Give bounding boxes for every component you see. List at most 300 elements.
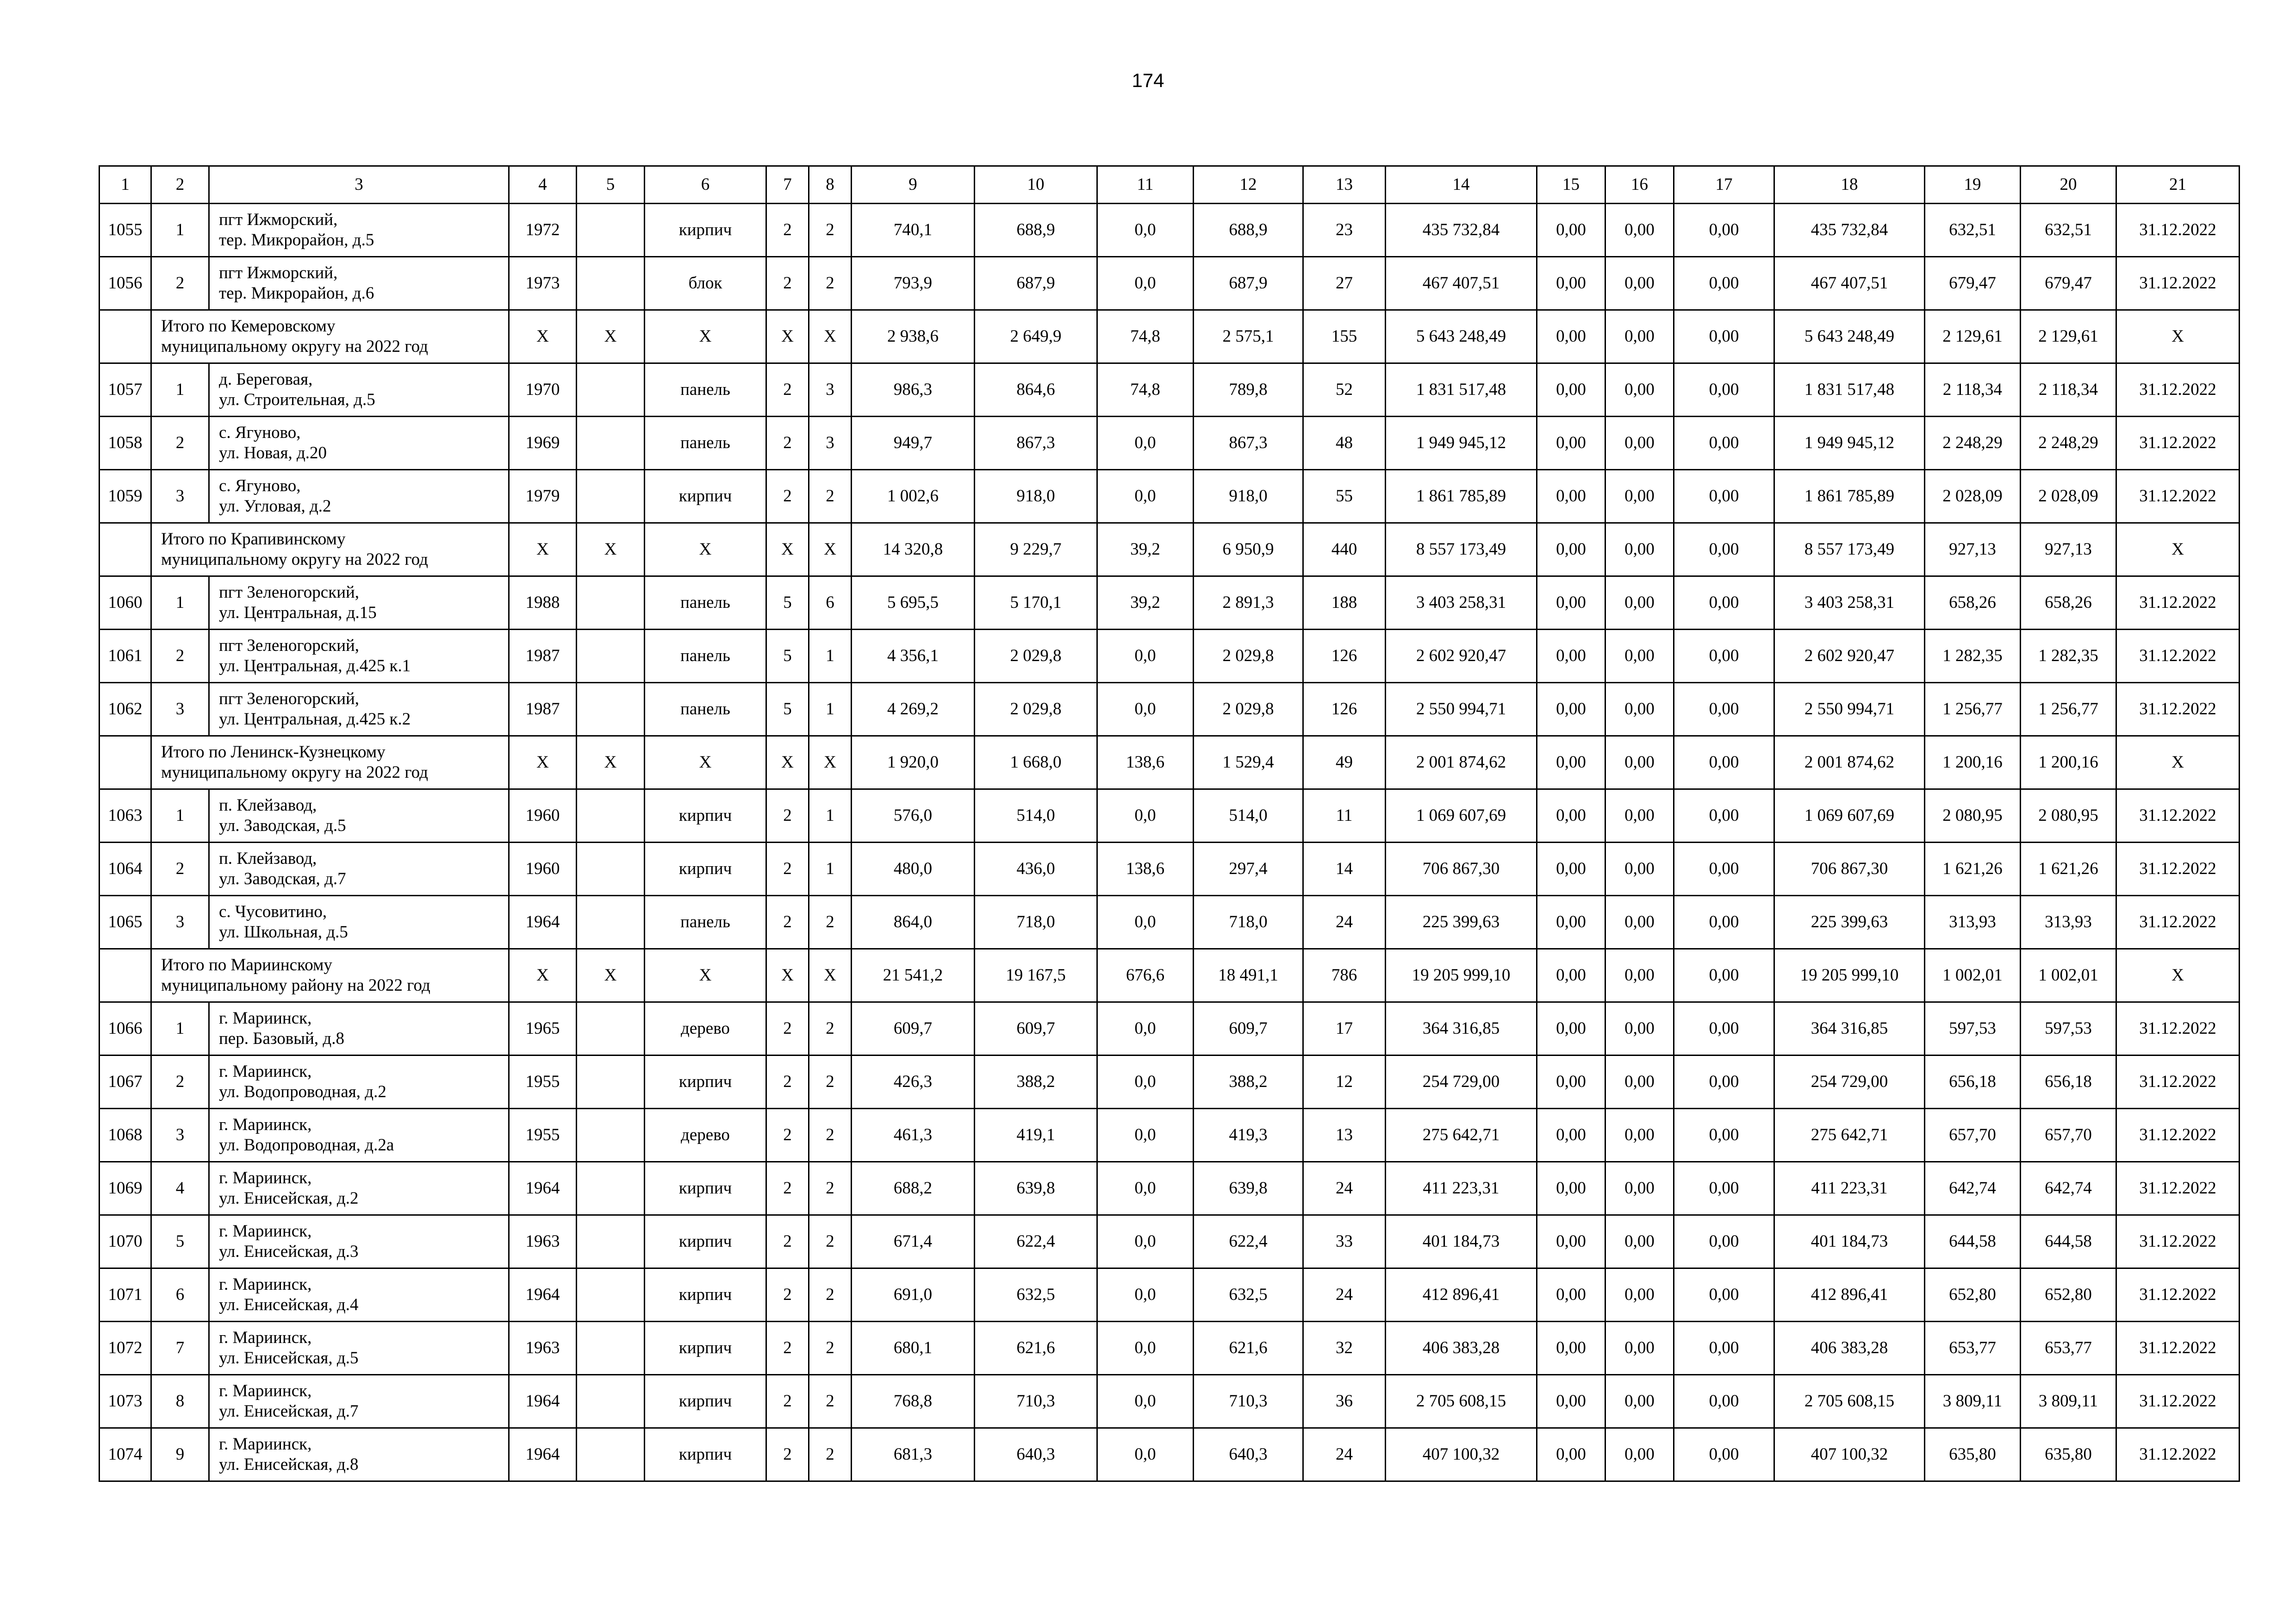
column-header-12: 12 [1194, 166, 1303, 204]
cell-year: 1970 [509, 363, 577, 417]
cell-c16: 0,00 [1605, 736, 1674, 789]
address-cell [209, 630, 509, 683]
cell-c7: X [766, 736, 809, 789]
cell-c18: 401 184,73 [1774, 1215, 1925, 1268]
row-number-cell: 1072 [100, 1322, 151, 1375]
cell-c9: 14 320,8 [852, 523, 975, 576]
total-label-line: Итого по Кемеровскому [161, 317, 336, 336]
cell-c12: 789,8 [1194, 363, 1303, 417]
cell-c11: 0,0 [1097, 204, 1194, 257]
cell-c18: 275 642,71 [1774, 1109, 1925, 1162]
row-number-cell: 1064 [100, 843, 151, 896]
cell-c10: 864,6 [975, 363, 1097, 417]
cell-c17: 0,00 [1674, 1322, 1774, 1375]
cell-c9: 576,0 [852, 789, 975, 843]
cell-c19: 1 282,35 [1925, 630, 2021, 683]
row-index-cell: 9 [151, 1428, 209, 1481]
cell-c7: 2 [766, 1268, 809, 1322]
address-line: ул. Центральная, д.425 к.2 [219, 710, 411, 729]
row-number-cell: 1059 [100, 470, 151, 523]
cell-mat: панель [645, 896, 766, 949]
cell-c19: 2 118,34 [1925, 363, 2021, 417]
cell-c20: 642,74 [2021, 1162, 2116, 1215]
cell-c12: 687,9 [1194, 257, 1303, 310]
cell-mat: X [645, 736, 766, 789]
cell-c20: 1 200,16 [2021, 736, 2116, 789]
cell-c10: 2 649,9 [975, 310, 1097, 363]
table-row [100, 1002, 2240, 1056]
cell-c11: 0,0 [1097, 896, 1194, 949]
cell-c20: 2 028,09 [2021, 470, 2116, 523]
total-label-line: муниципальному округу на 2022 год [161, 763, 428, 782]
address-line: ул. Новая, д.20 [219, 443, 327, 462]
empty-cell [100, 523, 151, 576]
cell-c17: 0,00 [1674, 1428, 1774, 1481]
cell-c14: 5 643 248,49 [1386, 310, 1537, 363]
row-index-cell: 1 [151, 789, 209, 843]
row-index-cell: 1 [151, 576, 209, 630]
cell-c10: 514,0 [975, 789, 1097, 843]
cell-c17: 0,00 [1674, 1215, 1774, 1268]
cell-c15: 0,00 [1537, 1162, 1605, 1215]
row-index-cell: 5 [151, 1215, 209, 1268]
cell-c19: 1 621,26 [1925, 843, 2021, 896]
cell-c8: 2 [809, 1428, 852, 1481]
cell-c15: 0,00 [1537, 310, 1605, 363]
cell-mat: кирпич [645, 789, 766, 843]
table-row [100, 630, 2240, 683]
cell-c14: 1 069 607,69 [1386, 789, 1537, 843]
cell-mat: панель [645, 683, 766, 736]
cell-c18: 254 729,00 [1774, 1056, 1925, 1109]
cell-year: 1965 [509, 1002, 577, 1056]
cell-mat: X [645, 310, 766, 363]
cell-c15: 0,00 [1537, 1375, 1605, 1428]
table-row [100, 843, 2240, 896]
cell-c10: 639,8 [975, 1162, 1097, 1215]
cell-c16: 0,00 [1605, 789, 1674, 843]
cell-c17: 0,00 [1674, 1375, 1774, 1428]
cell-c8: 3 [809, 417, 852, 470]
cell-c21: 31.12.2022 [2116, 363, 2240, 417]
cell-c20: 679,47 [2021, 257, 2116, 310]
cell-c7: 2 [766, 470, 809, 523]
cell-c8: X [809, 736, 852, 789]
cell-c17: 0,00 [1674, 470, 1774, 523]
cell-c5 [577, 417, 645, 470]
address-line: ул. Заводская, д.7 [219, 869, 346, 888]
cell-c18: 1 861 785,89 [1774, 470, 1925, 523]
cell-c11: 0,0 [1097, 1428, 1194, 1481]
cell-c15: 0,00 [1537, 1322, 1605, 1375]
address-line: ул. Водопроводная, д.2а [219, 1136, 394, 1155]
cell-year: X [509, 310, 577, 363]
cell-c9: 4 269,2 [852, 683, 975, 736]
cell-c15: 0,00 [1537, 1109, 1605, 1162]
cell-c11: 138,6 [1097, 843, 1194, 896]
address-line: ул. Енисейская, д.5 [219, 1349, 359, 1368]
cell-c16: 0,00 [1605, 576, 1674, 630]
cell-c12: 688,9 [1194, 204, 1303, 257]
cell-c20: 632,51 [2021, 204, 2116, 257]
cell-c18: 364 316,85 [1774, 1002, 1925, 1056]
cell-year: X [509, 523, 577, 576]
cell-c10: 9 229,7 [975, 523, 1097, 576]
address-line: пгт Зеленогорский, [219, 689, 360, 708]
address-line: ул. Енисейская, д.2 [219, 1189, 359, 1208]
cell-c10: 640,3 [975, 1428, 1097, 1481]
cell-c12: 18 491,1 [1194, 949, 1303, 1002]
cell-c18: 406 383,28 [1774, 1322, 1925, 1375]
cell-c13: 36 [1303, 1375, 1386, 1428]
cell-c19: 656,18 [1925, 1056, 2021, 1109]
table-row [100, 1268, 2240, 1322]
cell-c8: 2 [809, 257, 852, 310]
address-line: тер. Микрорайон, д.5 [219, 231, 374, 250]
cell-c5 [577, 257, 645, 310]
cell-c17: 0,00 [1674, 417, 1774, 470]
address-line: с. Ягуново, [219, 423, 301, 442]
cell-c20: 2 118,34 [2021, 363, 2116, 417]
cell-c5: X [577, 949, 645, 1002]
cell-c8: 3 [809, 363, 852, 417]
cell-c16: 0,00 [1605, 1428, 1674, 1481]
cell-c18: 412 896,41 [1774, 1268, 1925, 1322]
cell-c16: 0,00 [1605, 204, 1674, 257]
cell-c13: 23 [1303, 204, 1386, 257]
cell-c10: 2 029,8 [975, 683, 1097, 736]
address-line: пгт Ижморский, [219, 210, 338, 229]
row-index-cell: 1 [151, 363, 209, 417]
cell-c11: 0,0 [1097, 1268, 1194, 1322]
cell-c19: 642,74 [1925, 1162, 2021, 1215]
cell-c7: 2 [766, 1002, 809, 1056]
table-row [100, 257, 2240, 310]
cell-c12: 2 891,3 [1194, 576, 1303, 630]
cell-c13: 27 [1303, 257, 1386, 310]
cell-c21: 31.12.2022 [2116, 417, 2240, 470]
cell-c14: 8 557 173,49 [1386, 523, 1537, 576]
cell-c9: 680,1 [852, 1322, 975, 1375]
cell-c15: 0,00 [1537, 363, 1605, 417]
row-index-cell: 2 [151, 1056, 209, 1109]
cell-year: 1960 [509, 843, 577, 896]
row-index-cell: 3 [151, 470, 209, 523]
cell-c7: X [766, 523, 809, 576]
cell-c19: 2 080,95 [1925, 789, 2021, 843]
address-line: ул. Центральная, д.425 к.1 [219, 656, 411, 675]
column-header-19: 19 [1925, 166, 2021, 204]
cell-c11: 0,0 [1097, 683, 1194, 736]
address-line: с. Чусовитино, [219, 902, 327, 921]
cell-c17: 0,00 [1674, 1056, 1774, 1109]
cell-mat: панель [645, 576, 766, 630]
total-row [100, 523, 2240, 576]
cell-c19: 1 200,16 [1925, 736, 2021, 789]
cell-c20: 1 256,77 [2021, 683, 2116, 736]
row-index-cell: 3 [151, 896, 209, 949]
empty-cell [100, 736, 151, 789]
cell-c7: 2 [766, 1428, 809, 1481]
cell-c5 [577, 470, 645, 523]
cell-c21: 31.12.2022 [2116, 1109, 2240, 1162]
cell-c14: 435 732,84 [1386, 204, 1537, 257]
cell-year: 1979 [509, 470, 577, 523]
address-cell [209, 1109, 509, 1162]
cell-c9: 461,3 [852, 1109, 975, 1162]
cell-c9: 986,3 [852, 363, 975, 417]
cell-c15: 0,00 [1537, 1002, 1605, 1056]
cell-c7: X [766, 949, 809, 1002]
cell-c14: 407 100,32 [1386, 1428, 1537, 1481]
cell-c20: 1 002,01 [2021, 949, 2116, 1002]
cell-c19: 658,26 [1925, 576, 2021, 630]
address-cell [209, 843, 509, 896]
cell-c15: 0,00 [1537, 523, 1605, 576]
address-cell [209, 789, 509, 843]
cell-c18: 2 602 920,47 [1774, 630, 1925, 683]
cell-c13: 786 [1303, 949, 1386, 1002]
cell-c16: 0,00 [1605, 896, 1674, 949]
row-number-cell: 1069 [100, 1162, 151, 1215]
cell-c9: 5 695,5 [852, 576, 975, 630]
address-line: г. Мариинск, [219, 1062, 312, 1081]
cell-c13: 48 [1303, 417, 1386, 470]
cell-c16: 0,00 [1605, 1109, 1674, 1162]
header-row [100, 166, 2240, 204]
cell-c9: 691,0 [852, 1268, 975, 1322]
cell-c19: 652,80 [1925, 1268, 2021, 1322]
cell-c8: X [809, 523, 852, 576]
cell-c7: 2 [766, 1322, 809, 1375]
cell-c20: 1 621,26 [2021, 843, 2116, 896]
column-header-11: 11 [1097, 166, 1194, 204]
cell-c5: X [577, 736, 645, 789]
cell-c14: 364 316,85 [1386, 1002, 1537, 1056]
cell-c10: 867,3 [975, 417, 1097, 470]
cell-c14: 706 867,30 [1386, 843, 1537, 896]
cell-c11: 676,6 [1097, 949, 1194, 1002]
cell-c18: 467 407,51 [1774, 257, 1925, 310]
cell-c16: 0,00 [1605, 1215, 1674, 1268]
cell-c11: 74,8 [1097, 310, 1194, 363]
cell-c11: 0,0 [1097, 257, 1194, 310]
cell-c9: 4 356,1 [852, 630, 975, 683]
cell-c12: 2 029,8 [1194, 630, 1303, 683]
row-number-cell: 1062 [100, 683, 151, 736]
cell-c17: 0,00 [1674, 1162, 1774, 1215]
cell-c11: 0,0 [1097, 630, 1194, 683]
row-number-cell: 1063 [100, 789, 151, 843]
table-row [100, 1322, 2240, 1375]
row-number-cell: 1066 [100, 1002, 151, 1056]
cell-c21: 31.12.2022 [2116, 1215, 2240, 1268]
cell-c14: 412 896,41 [1386, 1268, 1537, 1322]
cell-c8: 2 [809, 1002, 852, 1056]
table-row [100, 1428, 2240, 1481]
address-cell [209, 1056, 509, 1109]
address-cell [209, 1215, 509, 1268]
cell-c21: 31.12.2022 [2116, 843, 2240, 896]
cell-c7: 2 [766, 1109, 809, 1162]
total-label-cell [151, 736, 509, 789]
row-index-cell: 2 [151, 630, 209, 683]
cell-c15: 0,00 [1537, 683, 1605, 736]
cell-c16: 0,00 [1605, 363, 1674, 417]
cell-c20: 635,80 [2021, 1428, 2116, 1481]
cell-c11: 138,6 [1097, 736, 1194, 789]
cell-mat: X [645, 949, 766, 1002]
cell-c8: 2 [809, 1375, 852, 1428]
address-line: ул. Водопроводная, д.2 [219, 1082, 386, 1101]
cell-c11: 0,0 [1097, 417, 1194, 470]
address-line: г. Мариинск, [219, 1275, 312, 1294]
cell-year: 1987 [509, 630, 577, 683]
cell-c9: 688,2 [852, 1162, 975, 1215]
cell-c7: 2 [766, 1056, 809, 1109]
cell-c20: 657,70 [2021, 1109, 2116, 1162]
cell-year: 1973 [509, 257, 577, 310]
cell-c18: 8 557 173,49 [1774, 523, 1925, 576]
address-cell [209, 1375, 509, 1428]
cell-c10: 5 170,1 [975, 576, 1097, 630]
table-row [100, 896, 2240, 949]
cell-c9: 480,0 [852, 843, 975, 896]
cell-c14: 1 831 517,48 [1386, 363, 1537, 417]
cell-c8: 6 [809, 576, 852, 630]
cell-c9: 609,7 [852, 1002, 975, 1056]
cell-year: 1964 [509, 896, 577, 949]
cell-c18: 5 643 248,49 [1774, 310, 1925, 363]
cell-c17: 0,00 [1674, 789, 1774, 843]
cell-year: 1964 [509, 1162, 577, 1215]
cell-c21: 31.12.2022 [2116, 789, 2240, 843]
total-label-line: муниципальному району на 2022 год [161, 976, 430, 995]
cell-year: 1955 [509, 1109, 577, 1162]
cell-mat: панель [645, 417, 766, 470]
cell-c14: 406 383,28 [1386, 1322, 1537, 1375]
cell-c12: 514,0 [1194, 789, 1303, 843]
cell-c9: 1 002,6 [852, 470, 975, 523]
total-row [100, 310, 2240, 363]
cell-c14: 275 642,71 [1386, 1109, 1537, 1162]
cell-c18: 407 100,32 [1774, 1428, 1925, 1481]
address-line: ул. Заводская, д.5 [219, 816, 346, 835]
cell-c7: 2 [766, 204, 809, 257]
cell-c10: 710,3 [975, 1375, 1097, 1428]
table-row [100, 576, 2240, 630]
table-row [100, 1215, 2240, 1268]
cell-c18: 3 403 258,31 [1774, 576, 1925, 630]
cell-c5 [577, 1215, 645, 1268]
cell-c13: 440 [1303, 523, 1386, 576]
cell-c17: 0,00 [1674, 1002, 1774, 1056]
cell-c19: 679,47 [1925, 257, 2021, 310]
cell-year: 1987 [509, 683, 577, 736]
cell-c8: 2 [809, 1109, 852, 1162]
cell-c12: 621,6 [1194, 1322, 1303, 1375]
cell-c13: 49 [1303, 736, 1386, 789]
column-header-6: 6 [645, 166, 766, 204]
column-header-18: 18 [1774, 166, 1925, 204]
table-row [100, 417, 2240, 470]
column-header-1: 1 [100, 166, 151, 204]
address-line: д. Береговая, [219, 370, 313, 389]
row-number-cell: 1074 [100, 1428, 151, 1481]
cell-c8: 2 [809, 896, 852, 949]
cell-c21: X [2116, 310, 2240, 363]
total-label-line: муниципальному округу на 2022 год [161, 550, 428, 569]
cell-c13: 126 [1303, 630, 1386, 683]
cell-year: 1960 [509, 789, 577, 843]
cell-c12: 918,0 [1194, 470, 1303, 523]
cell-c20: 2 129,61 [2021, 310, 2116, 363]
row-number-cell: 1057 [100, 363, 151, 417]
cell-mat: панель [645, 363, 766, 417]
cell-c15: 0,00 [1537, 896, 1605, 949]
cell-c19: 3 809,11 [1925, 1375, 2021, 1428]
cell-c12: 297,4 [1194, 843, 1303, 896]
address-line: ул. Енисейская, д.8 [219, 1455, 359, 1474]
cell-c19: 657,70 [1925, 1109, 2021, 1162]
cell-c8: 2 [809, 1162, 852, 1215]
cell-c19: 635,80 [1925, 1428, 2021, 1481]
cell-c7: 5 [766, 576, 809, 630]
row-index-cell: 3 [151, 1109, 209, 1162]
cell-c12: 6 950,9 [1194, 523, 1303, 576]
cell-c9: 2 938,6 [852, 310, 975, 363]
cell-c15: 0,00 [1537, 1428, 1605, 1481]
cell-c15: 0,00 [1537, 843, 1605, 896]
empty-cell [100, 310, 151, 363]
cell-mat: кирпич [645, 843, 766, 896]
cell-c15: 0,00 [1537, 949, 1605, 1002]
cell-c13: 24 [1303, 1428, 1386, 1481]
cell-c20: 313,93 [2021, 896, 2116, 949]
cell-c19: 644,58 [1925, 1215, 2021, 1268]
cell-c9: 740,1 [852, 204, 975, 257]
cell-c13: 188 [1303, 576, 1386, 630]
cell-c13: 24 [1303, 1162, 1386, 1215]
column-header-20: 20 [2021, 166, 2116, 204]
cell-c12: 639,8 [1194, 1162, 1303, 1215]
column-header-9: 9 [852, 166, 975, 204]
cell-c16: 0,00 [1605, 1322, 1674, 1375]
cell-c17: 0,00 [1674, 576, 1774, 630]
address-line: г. Мариинск, [219, 1009, 312, 1028]
table-body [100, 166, 2240, 1481]
cell-c7: 2 [766, 417, 809, 470]
total-label-line: Итого по Крапивинскому [161, 530, 346, 549]
address-line: с. Ягуново, [219, 476, 301, 495]
cell-c21: X [2116, 523, 2240, 576]
address-line: ул. Енисейская, д.3 [219, 1242, 359, 1261]
cell-c12: 640,3 [1194, 1428, 1303, 1481]
row-index-cell: 2 [151, 843, 209, 896]
cell-c16: 0,00 [1605, 843, 1674, 896]
cell-year: 1963 [509, 1322, 577, 1375]
cell-c14: 19 205 999,10 [1386, 949, 1537, 1002]
cell-c12: 419,3 [1194, 1109, 1303, 1162]
cell-c8: 1 [809, 630, 852, 683]
row-number-cell: 1061 [100, 630, 151, 683]
table-row [100, 204, 2240, 257]
address-cell [209, 417, 509, 470]
total-label-line: Итого по Ленинск-Кузнецкому [161, 743, 386, 762]
cell-c10: 436,0 [975, 843, 1097, 896]
cell-c14: 2 602 920,47 [1386, 630, 1537, 683]
cell-c17: 0,00 [1674, 1268, 1774, 1322]
